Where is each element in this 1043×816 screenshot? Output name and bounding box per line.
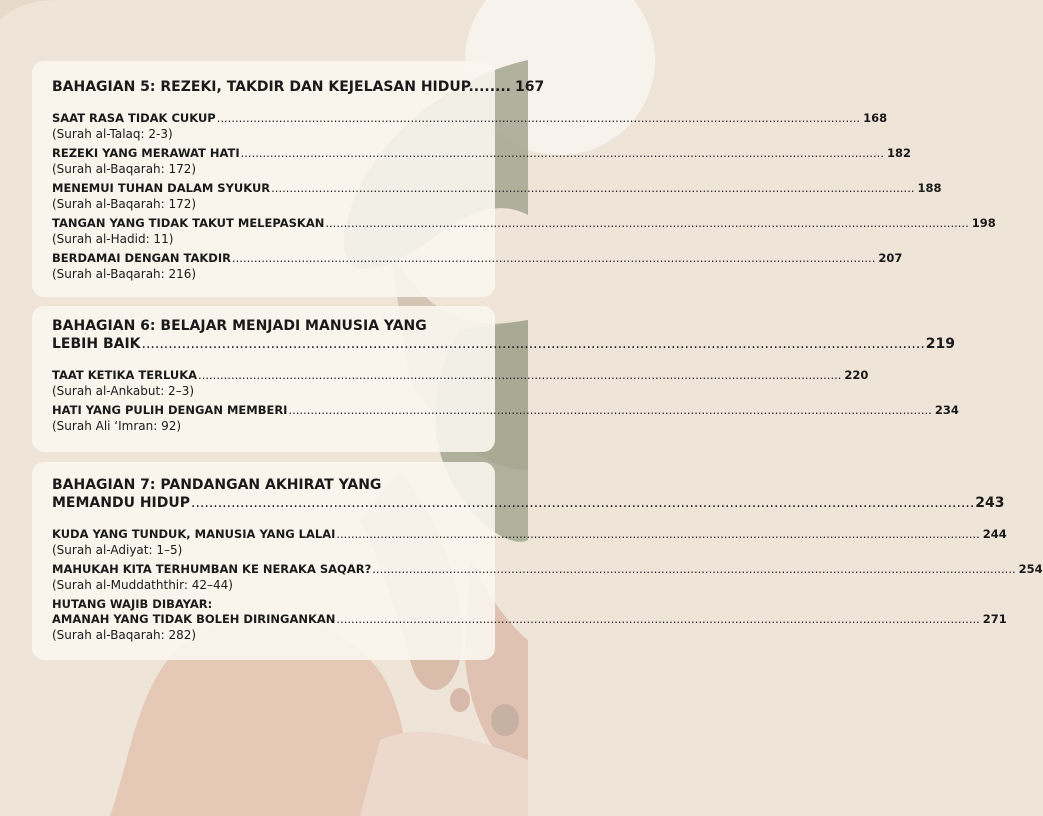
entry-title: BERDAMAI DENGAN TAKDIR [52,251,231,265]
part-title[interactable] [52,78,545,96]
entry-surah-reference: (Surah al-Hadid: 11) [52,232,174,246]
part-title-text: BAHAGIAN 7: PANDANGAN AKHIRAT YANG [52,477,382,493]
entry-page-number: 271 [982,612,1007,626]
entry-surah-reference: (Surah al-Baqarah: 282) [52,628,197,642]
dot-leader [241,146,884,161]
entry-surah-reference: (Surah al-Ankabut: 2–3) [52,384,195,398]
entry-page-number: 168 [863,111,888,125]
part-5-card [32,61,996,297]
dot-leader [336,527,979,542]
entry-surah-reference: (Surah al-Talaq: 2-3) [52,127,173,141]
dot-leader [288,403,931,418]
entry-title: REZEKI YANG MERAWAT HATI [52,146,240,160]
entry-page-number: 198 [971,216,996,230]
small-dot-shape [450,688,470,712]
entry-title: AMANAH YANG TIDAK BOLEH DIRINGANKAN [52,612,336,626]
entry-surah-reference: (Surah Ali ‘Imran: 92) [52,419,182,433]
part-page-number: 243 [975,495,1005,511]
toc-entry[interactable] [52,216,996,247]
part-title-text: MEMANDU HIDUP [52,495,191,511]
entry-title: TAAT KETIKA TERLUKA [52,368,198,382]
part-6-card [32,306,959,452]
toc-entry[interactable] [52,403,959,434]
entry-surah-reference: (Surah al-Baqarah: 172) [52,162,197,176]
entry-title: TANGAN YANG TIDAK TAKUT MELEPASKAN [52,216,325,230]
entry-surah-reference: (Surah al-Baqarah: 216) [52,267,197,281]
entry-surah-reference: (Surah al-Adiyat: 1–5) [52,543,183,557]
toc-entry[interactable] [52,368,869,399]
toc-entry[interactable] [52,597,1007,643]
toc-entry[interactable] [52,251,903,282]
dot-leader [198,368,841,383]
entry-pre-title: HUTANG WAJIB DIBAYAR: [52,597,213,611]
entry-title: MAHUKAH KITA TERHUMBAN KE NERAKA SAQAR? [52,562,372,576]
toc-entry[interactable] [52,181,942,212]
entry-title: SAAT RASA TIDAK CUKUP [52,111,216,125]
entry-title: MENEMUI TUHAN DALAM SYUKUR [52,181,271,195]
entry-page-number: 234 [934,403,959,417]
entry-page-number: 188 [917,181,942,195]
entry-title: HATI YANG PULIH DENGAN MEMBERI [52,403,288,417]
dot-leader [372,562,1015,577]
part-title[interactable] [52,476,1005,512]
entry-title: KUDA YANG TUNDUK, MANUSIA YANG LALAI [52,527,336,541]
small-dot-shape [491,704,519,736]
toc-entry[interactable] [52,527,1007,558]
dot-leader [191,494,974,512]
corner-shape [0,0,60,20]
part-page-number: 219 [925,336,955,352]
entry-page-number: 182 [887,146,912,160]
dot-leader [325,216,968,231]
dot-leader [271,181,914,196]
toc-entry[interactable] [52,146,912,177]
entry-surah-reference: (Surah al-Muddaththir: 42–44) [52,578,233,592]
part-page-number: 167 [515,79,545,95]
entry-page-number: 254 [1018,562,1043,576]
part-title[interactable] [52,317,955,353]
toc-entry[interactable] [52,562,1043,593]
entry-page-number: 244 [982,527,1007,541]
dot-leader [232,251,875,266]
part-title-text: BAHAGIAN 6: BELAJAR MENJADI MANUSIA YANG [52,318,427,334]
entry-surah-reference: (Surah al-Baqarah: 172) [52,197,197,211]
part-title-text: LEBIH BAIK [52,336,141,352]
toc-entry[interactable] [52,111,888,142]
dot-leader [217,111,860,126]
dot-leader [142,335,925,353]
dot-leader [336,612,979,627]
entry-page-number: 220 [844,368,869,382]
part-7-card [32,462,1043,660]
entry-page-number: 207 [878,251,903,265]
part-title-text: BAHAGIAN 5: REZEKI, TAKDIR DAN KEJELASAN HIDUP........ [52,79,511,95]
